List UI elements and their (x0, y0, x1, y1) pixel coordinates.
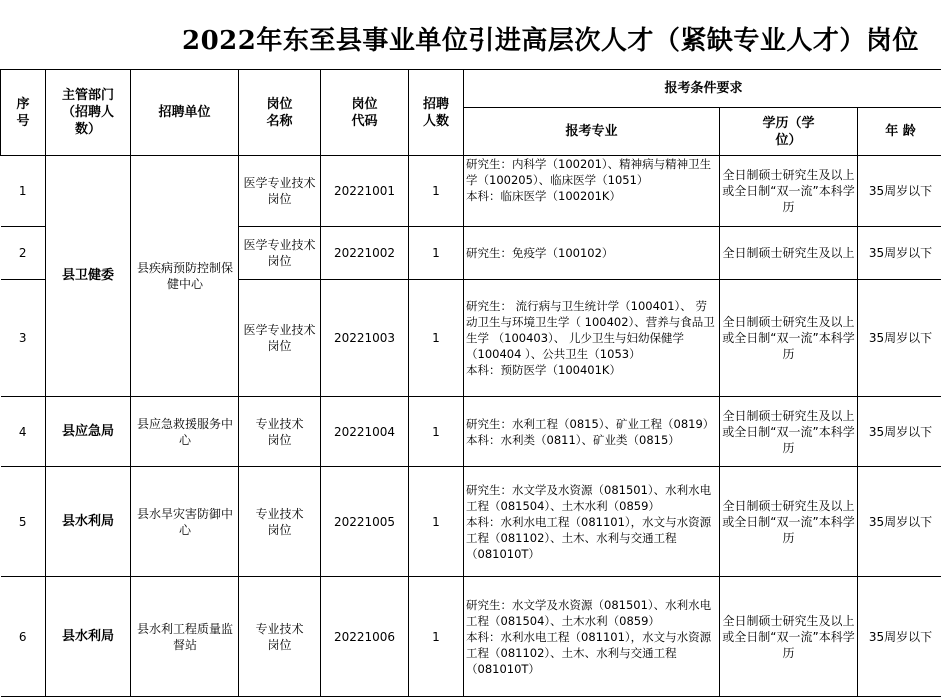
table-row (1, 397, 941, 467)
row-post-name: 专业技术岗位 (239, 577, 321, 697)
row-count: 1 (409, 577, 464, 697)
row-age: 35周岁以下 (858, 156, 941, 227)
row-edu: 全日制硕士研究生及以上或全日制“双一流”本科学历 (720, 397, 858, 467)
row-major (464, 577, 720, 697)
row-post-code: 20221004 (321, 397, 409, 467)
major-line: 研究生： 流行病与卫生统计学（100401）、 劳动卫生与环境卫生学（ 100402）、营养与食品卫生学 （100403）、 儿少卫生与妇幼保健学 （100404 ）、公共卫生（1053） (466, 298, 717, 362)
major-line: 研究生：水文学及水资源（081501）、水利水电工程（081504）、土木水利（0859） (466, 482, 717, 514)
row-unit: 县水旱灾害防御中心 (131, 467, 239, 577)
row-unit: 县水利工程质量监督站 (131, 577, 239, 697)
header-seq: 序号 (1, 70, 46, 156)
row-count: 1 (409, 227, 464, 280)
row-post-code: 20221005 (321, 467, 409, 577)
row-dept: 县水利局 (46, 577, 131, 697)
row-post-name: 医学专业技术岗位 (239, 280, 321, 397)
table-row (1, 577, 941, 697)
row-count: 1 (409, 397, 464, 467)
header-age: 年 龄 (858, 108, 941, 156)
row-major (464, 280, 720, 397)
row-dept: 县水利局 (46, 467, 131, 577)
row-dept: 县应急局 (46, 397, 131, 467)
row-seq: 1 (1, 156, 46, 227)
table-row (1, 156, 941, 227)
row-post-name: 专业技术岗位 (239, 467, 321, 577)
row-major (464, 467, 720, 577)
header-unit: 招聘单位 (131, 70, 239, 156)
row-post-code: 20221001 (321, 156, 409, 227)
table-row (1, 467, 941, 577)
header-count: 招聘人数 (409, 70, 464, 156)
header-edu: 学历（学位） (720, 108, 858, 156)
row-count: 1 (409, 467, 464, 577)
row-major (464, 227, 720, 280)
major-line: 研究生：内科学（100201）、精神病与精神卫生学（100205）、临床医学（1051） (466, 156, 717, 188)
row-seq: 6 (1, 577, 46, 697)
row-edu: 全日制硕士研究生及以上或全日制“双一流”本科学历 (720, 467, 858, 577)
header-row-1 (1, 70, 941, 108)
row-edu: 全日制硕士研究生及以上或全日制“双一流”本科学历 (720, 156, 858, 227)
major-line: 本科：水利水电工程（081101），水文与水资源工程（081102）、土木、水利与交通工程（081010T） (466, 514, 717, 562)
row-major (464, 156, 720, 227)
row-post-code: 20221002 (321, 227, 409, 280)
header-dept: 主管部门（招聘人数） (46, 70, 131, 156)
page-title: 2022年东至县事业单位引进高层次人才（紧缺专业人才）岗位 (182, 20, 919, 57)
row-unit: 县应急救援服务中心 (131, 397, 239, 467)
row-edu: 全日制硕士研究生及以上 (720, 227, 858, 280)
major-line: 本科：水利类（0811）、矿业类（0815） (466, 432, 717, 448)
major-line: 本科：水利水电工程（081101），水文与水资源工程（081102）、土木、水利与交通工程（081010T） (466, 629, 717, 677)
row-seq: 3 (1, 280, 46, 397)
major-line: 研究生：水利工程（0815）、矿业工程（0819） (466, 416, 717, 432)
row-seq: 2 (1, 227, 46, 280)
major-line: 研究生：水文学及水资源（081501）、水利水电工程（081504）、土木水利（0859） (466, 597, 717, 629)
major-line: 研究生：免疫学（100102） (466, 245, 717, 261)
header-requirements: 报考条件要求 (464, 70, 941, 108)
row-dept: 县卫健委 (46, 156, 131, 397)
row-major (464, 397, 720, 467)
row-age: 35周岁以下 (858, 227, 941, 280)
row-edu: 全日制硕士研究生及以上或全日制“双一流”本科学历 (720, 280, 858, 397)
major-line: 本科：预防医学（100401K） (466, 362, 717, 378)
header-post-name: 岗位名称 (239, 70, 321, 156)
row-post-code: 20221006 (321, 577, 409, 697)
row-count: 1 (409, 280, 464, 397)
row-seq: 5 (1, 467, 46, 577)
recruitment-table (0, 69, 941, 697)
row-age: 35周岁以下 (858, 397, 941, 467)
major-line: 本科：临床医学（100201K） (466, 188, 717, 204)
header-major: 报考专业 (464, 108, 720, 156)
row-age: 35周岁以下 (858, 467, 941, 577)
row-post-name: 医学专业技术岗位 (239, 227, 321, 280)
page-title-bar (0, 0, 941, 70)
row-post-name: 专业技术岗位 (239, 397, 321, 467)
row-post-code: 20221003 (321, 280, 409, 397)
row-post-name: 医学专业技术岗位 (239, 156, 321, 227)
row-edu: 全日制硕士研究生及以上或全日制“双一流”本科学历 (720, 577, 858, 697)
row-count: 1 (409, 156, 464, 227)
header-post-code: 岗位代码 (321, 70, 409, 156)
row-seq: 4 (1, 397, 46, 467)
row-age: 35周岁以下 (858, 280, 941, 397)
row-age: 35周岁以下 (858, 577, 941, 697)
row-unit: 县疾病预防控制保健中心 (131, 156, 239, 397)
